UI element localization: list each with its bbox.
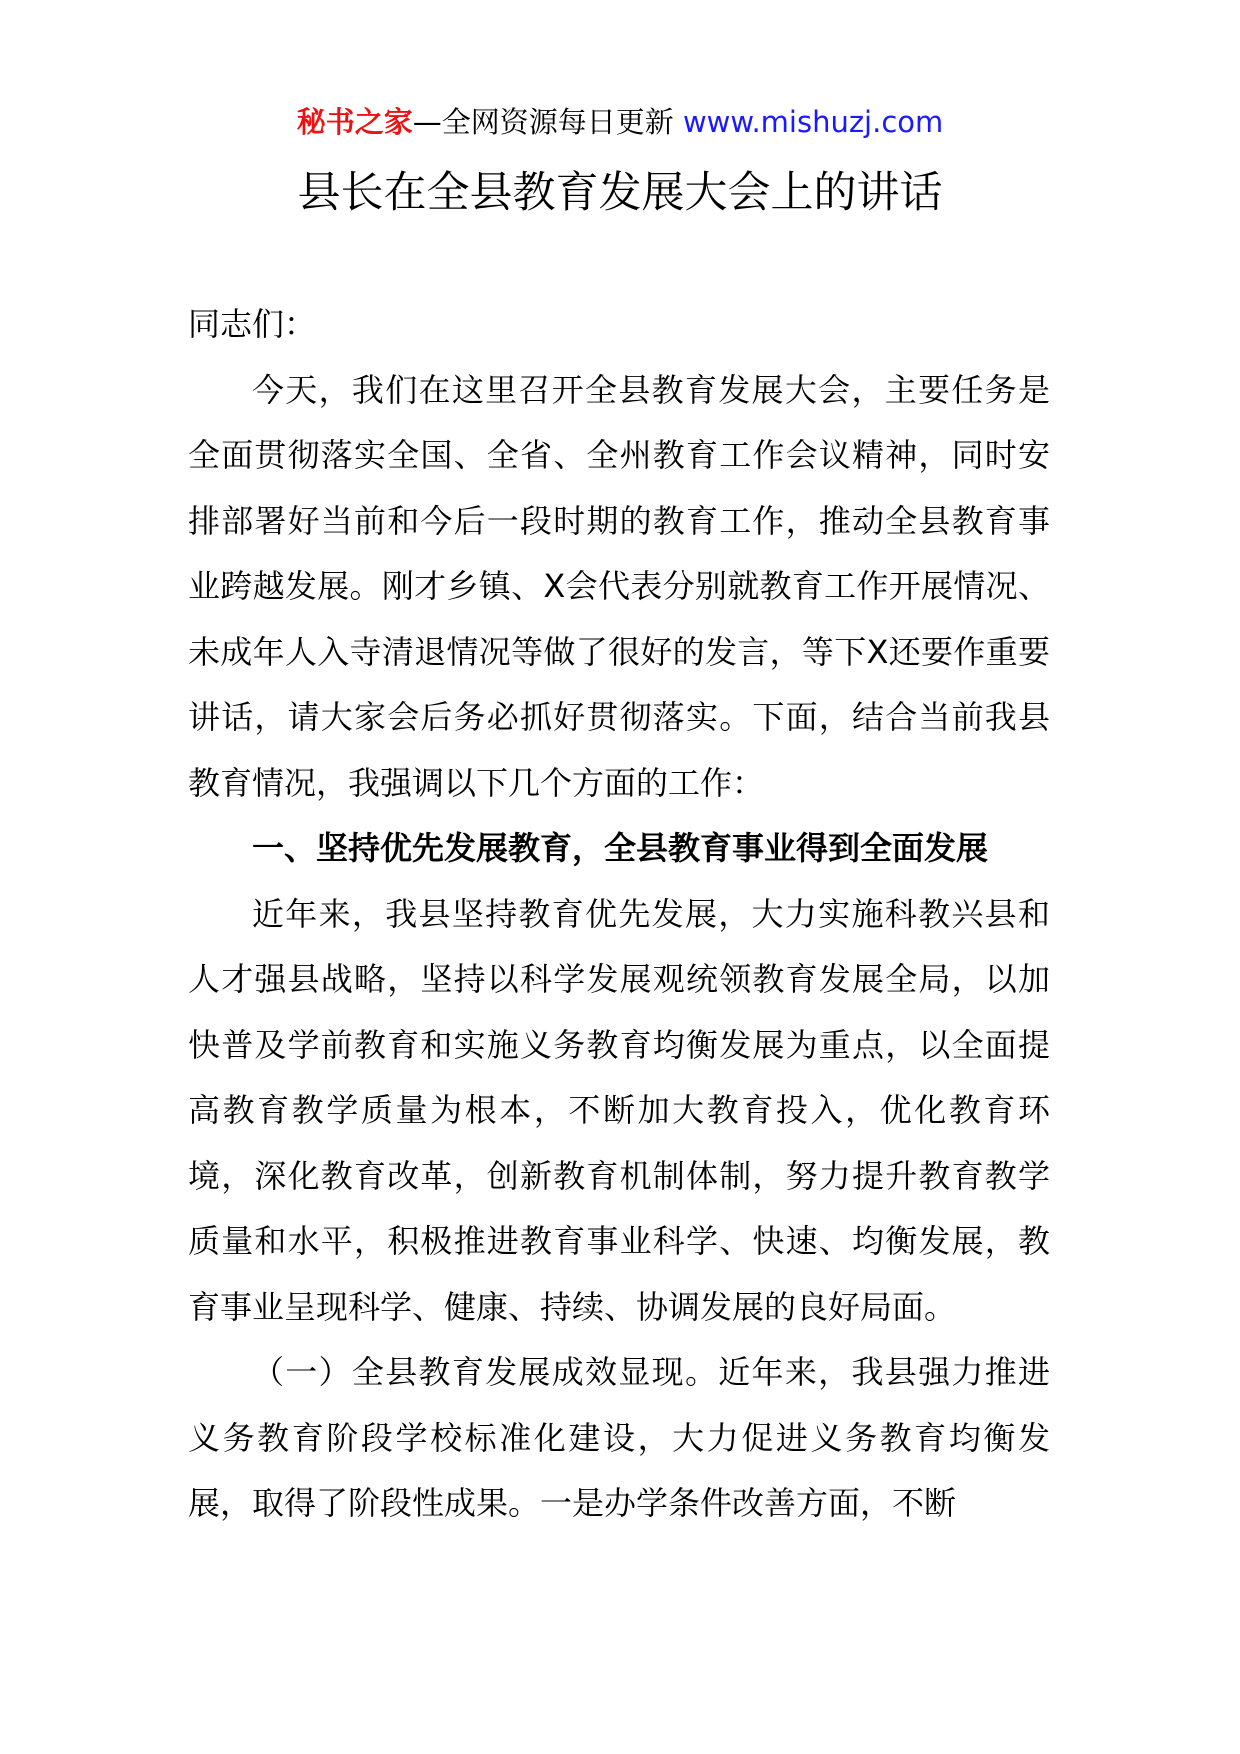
section-heading-1: 一、坚持优先发展教育，全县教育事业得到全面发展 xyxy=(252,829,989,867)
paragraph-overview: 近年来，我县坚持教育优先发展，大力实施科教兴县和人才强县战略，坚持以科学发展观统领教育发展全局，以加快普及学前教育和实施义务教育均衡发展为重点，以全面提高教育教学质量为根本，不断加大教育投入，优化教育环境，深化教育改革，创新教育机制体制，努力提升教育教学质量和水平，积极推进教育事业科学、快速、均衡发展，教育事业呈现科学、健康、持续、协调发展的良好局面。 xyxy=(188,894,1050,1326)
document-body xyxy=(188,292,1050,1537)
site-brand: 秘书之家 xyxy=(296,105,413,139)
site-url-link[interactable]: www.mishuzj.com xyxy=(682,105,944,139)
paragraph-subsection-1: （一）全县教育发展成效显现。近年来，我县强力推进义务教育阶段学校标准化建设，大力促进义务教育均衡发展，取得了阶段性成果。一是办学条件改善方面，不断 xyxy=(188,1353,1050,1522)
document-title: 县长在全县教育发展大会上的讲话 xyxy=(297,168,943,218)
site-header xyxy=(0,102,1240,142)
paragraph-opening: 今天，我们在这里召开全县教育发展大会，主要任务是全面贯彻落实全国、全省、全州教育工作会议精神，同时安排部署好当前和今后一段时期的教育工作，推动全县教育事业跨越发展。刚才乡镇、X会代表分别就教育工作开展情况、未成年人入寺清退情况等做了很好的发言，等下X还要作重要讲话，请大家会后务必抓好贯彻落实。下面，结合当前我县教育情况，我强调以下几个方面的工作： xyxy=(188,370,1050,802)
salutation: 同志们： xyxy=(188,305,317,343)
site-tagline: —全网资源每日更新 xyxy=(412,105,683,139)
